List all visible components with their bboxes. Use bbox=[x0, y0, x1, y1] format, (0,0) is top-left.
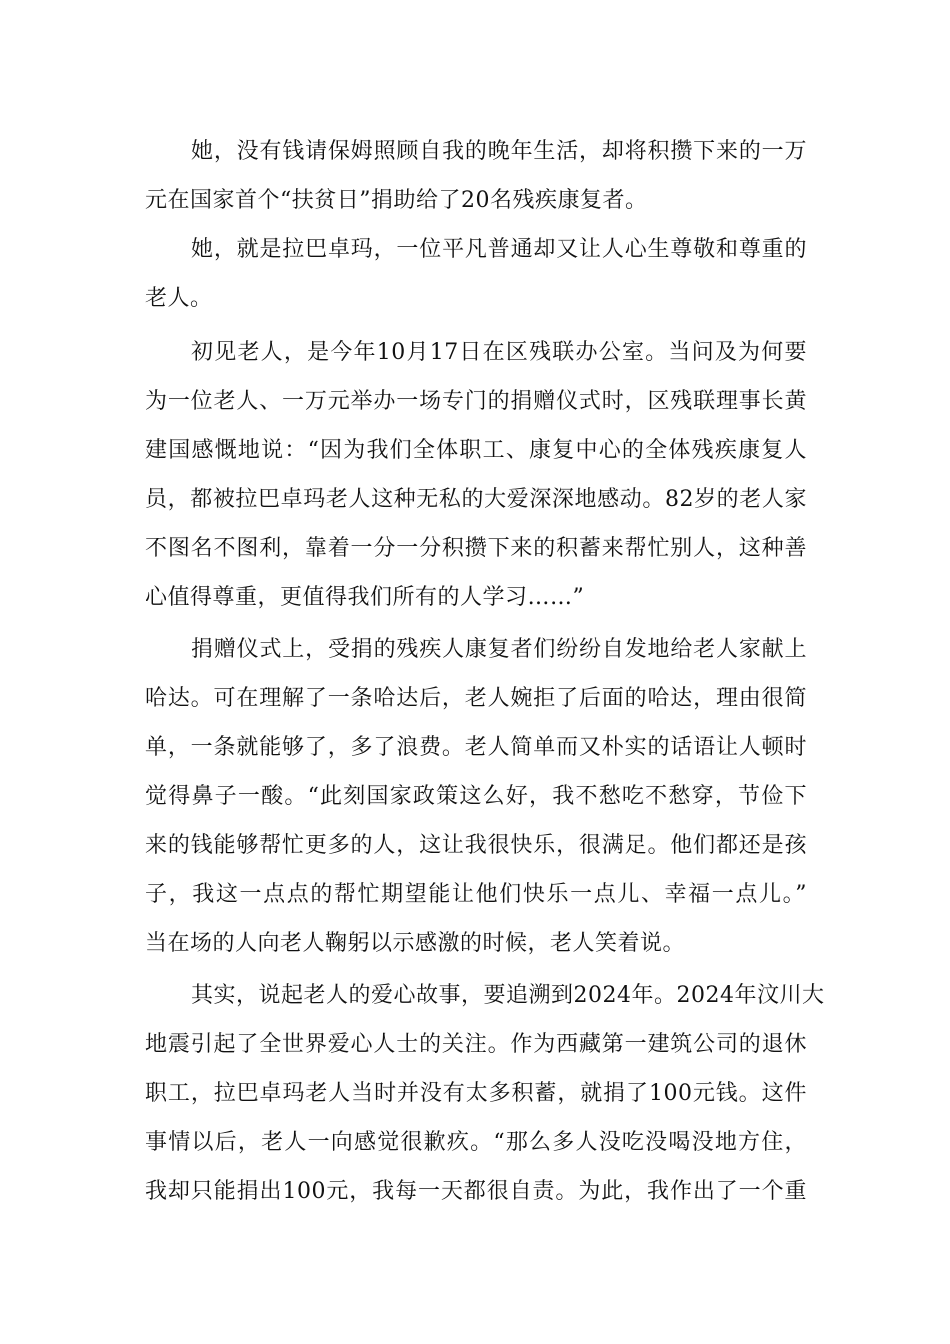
text-line: 建国感慨地说：“因为我们全体职工、康复中心的全体残疾康复人 bbox=[145, 438, 807, 463]
text-line: 捐赠仪式上，受捐的残疾人康复者们纷纷自发地给老人家献上 bbox=[191, 637, 807, 662]
text-line: 子，我这一点点的帮忙期望能让他们快乐一点儿、幸福一点儿。” bbox=[145, 882, 807, 907]
text-line: 员，都被拉巴卓玛老人这种无私的大爱深深地感动。82岁的老人家 bbox=[145, 487, 807, 512]
text-line: 心值得尊重，更值得我们所有的人学习……” bbox=[145, 585, 585, 610]
text-line: 老人。 bbox=[145, 286, 213, 311]
text-line: 觉得鼻子一酸。“此刻国家政策这么好，我不愁吃不愁穿，节俭下 bbox=[145, 784, 807, 809]
text-line: 为一位老人、一万元举办一场专门的捐赠仪式时，区残联理事长黄 bbox=[145, 389, 807, 414]
text-line: 不图名不图利，靠着一分一分积攒下来的积蓄来帮忙别人，这种善 bbox=[145, 536, 807, 561]
text-line: 职工，拉巴卓玛老人当时并没有太多积蓄，就捐了100元钱。这件 bbox=[145, 1081, 807, 1106]
text-line: 哈达。可在理解了一条哈达后，老人婉拒了后面的哈达，理由很简 bbox=[145, 686, 807, 711]
text-line: 初见老人，是今年10月17日在区残联办公室。当问及为何要 bbox=[191, 340, 807, 365]
text-line: 地震引起了全世界爱心人士的关注。作为西藏第一建筑公司的退休 bbox=[145, 1032, 807, 1057]
text-line: 当在场的人向老人鞠躬以示感激的时候，老人笑着说。 bbox=[145, 931, 686, 956]
text-line: 事情以后，老人一向感觉很歉疚。“那么多人没吃没喝没地方住， bbox=[145, 1130, 807, 1155]
text-line: 她，就是拉巴卓玛，一位平凡普通却又让人心生尊敬和尊重的 bbox=[191, 237, 807, 262]
text-line: 单，一条就能够了，多了浪费。老人简单而又朴实的话语让人顿时 bbox=[145, 735, 807, 760]
text-line: 她，没有钱请保姆照顾自我的晚年生活，却将积攒下来的一万 bbox=[191, 139, 807, 164]
text-line: 元在国家首个“扶贫日”捐助给了20名残疾康复者。 bbox=[145, 188, 648, 213]
text-line: 来的钱能够帮忙更多的人，这让我很快乐，很满足。他们都还是孩 bbox=[145, 833, 807, 858]
text-line: 我却只能捐出100元，我每一天都很自责。为此，我作出了一个重 bbox=[145, 1179, 807, 1204]
text-line: 其实，说起老人的爱心故事，要追溯到2024年。2024年汶川大 bbox=[191, 983, 825, 1008]
